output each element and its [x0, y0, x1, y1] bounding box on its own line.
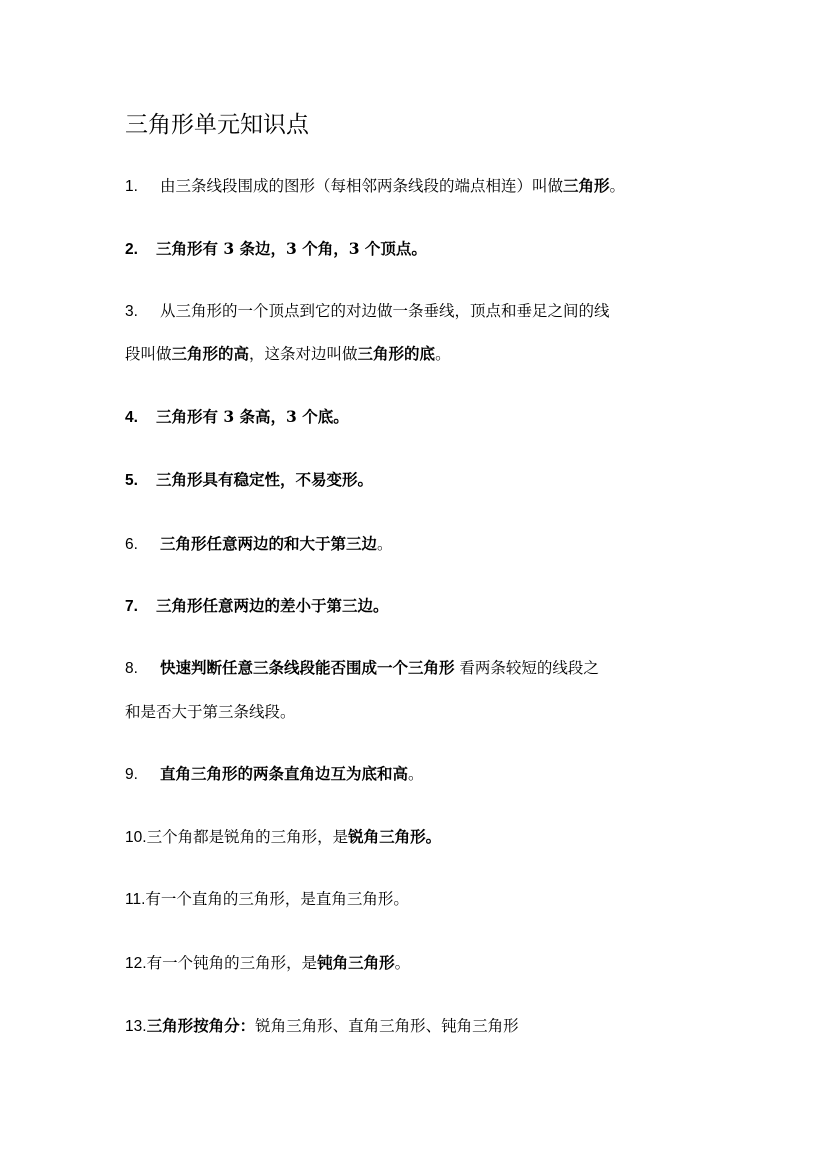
item-text: 和是否大于第三条线段。 [125, 703, 296, 721]
item-text: 段叫做 [125, 345, 172, 363]
page-title: 三角形单元知识点 [125, 112, 309, 138]
item-text: 三角形有 3 条边，3 个角，3 个顶点。 [155, 239, 427, 258]
list-item [125, 468, 715, 493]
list-item [125, 656, 715, 681]
item-number: 6. [125, 536, 138, 553]
item-number: 8. [125, 660, 138, 677]
item-text: 锐角三角形、直角三角形、钝角三角形 [255, 1017, 519, 1035]
item-number: 1. [125, 178, 138, 195]
list-item [125, 405, 715, 430]
item-term: 三角形 [562, 176, 610, 195]
item-number: 13. [125, 1018, 147, 1035]
item-term: 快速判断任意三条线段能否围成一个三角形 [159, 658, 455, 677]
item-term: 三角形按角分： [146, 1016, 256, 1035]
item-term: 三角形的底 [357, 344, 436, 363]
list-item [125, 762, 715, 787]
list-item-continuation [125, 700, 715, 724]
list-item-continuation [125, 342, 715, 366]
list-item [125, 951, 715, 976]
item-text: 。 [376, 535, 393, 553]
item-number: 5. [125, 472, 138, 489]
item-text: 由三条线段围成的图形（每相邻两条线段的端点相连）叫做 [159, 177, 563, 195]
item-number: 11. [125, 891, 146, 908]
item-term: 锐角三角形。 [348, 827, 442, 846]
list-item [125, 887, 715, 912]
item-text: 三个角都是锐角的三角形，是 [146, 828, 349, 846]
list-item [125, 237, 715, 262]
list-item [125, 174, 715, 199]
list-item [125, 1014, 715, 1039]
item-text: 看两条较短的线段之 [454, 659, 599, 677]
item-text: 。 [407, 765, 424, 783]
item-text: 直角三角形的两条直角边互为底和高 [159, 764, 408, 783]
item-number: 3. [125, 303, 138, 320]
item-text: 有一个钝角的三角形，是 [146, 954, 318, 972]
item-term: 三角形的高 [171, 344, 250, 363]
item-number: 4. [125, 409, 138, 426]
list-item [125, 532, 715, 557]
item-number: 9. [125, 766, 138, 783]
item-number: 2. [125, 241, 138, 258]
list-item [125, 594, 715, 619]
item-text: 。 [609, 177, 625, 195]
item-text: 。 [435, 345, 451, 363]
item-number: 10. [125, 829, 147, 846]
item-term: 钝角三角形 [317, 953, 395, 972]
item-number: 7. [125, 598, 138, 615]
list-item [125, 299, 715, 324]
item-text: 三角形有 3 条高，3 个底。 [155, 407, 349, 426]
item-text: 有一个直角的三角形，是直角三角形。 [145, 890, 409, 908]
item-text: 三角形任意两边的和大于第三边 [159, 534, 377, 553]
item-text: 从三角形的一个顶点到它的对边做一条垂线，顶点和垂足之间的线 [159, 302, 610, 320]
item-text: 。 [394, 954, 411, 972]
item-text: ，这条对边叫做 [249, 345, 358, 363]
item-text: 三角形具有稳定性，不易变形。 [155, 470, 373, 489]
list-item [125, 825, 715, 850]
item-text: 三角形任意两边的差小于第三边。 [155, 596, 389, 615]
item-number: 12. [125, 955, 147, 972]
